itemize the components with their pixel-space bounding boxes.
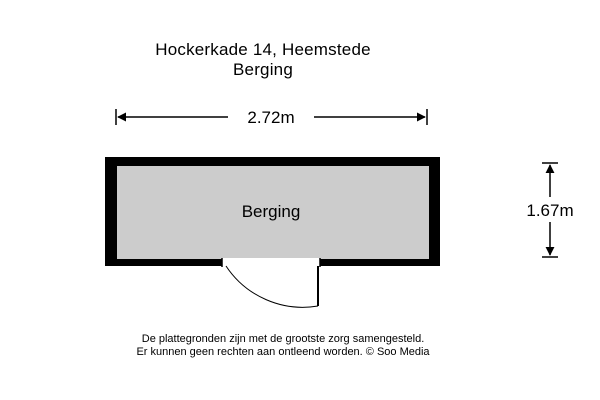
door (226, 266, 318, 307)
plan-address-title: Hockerkade 14, Heemstede (155, 40, 371, 59)
width-dimension-label: 2.72m (247, 108, 295, 127)
door-swing-arc (226, 266, 318, 307)
door-opening (222, 258, 320, 267)
width-dimension (116, 108, 427, 127)
room-berging (105, 157, 440, 267)
height-dimension-label: 1.67m (526, 201, 574, 220)
room-label: Berging (241, 202, 301, 221)
disclaimer-line-1: De plattegronden zijn met de grootste zorg samengesteld. (141, 333, 425, 345)
height-dimension (526, 163, 573, 257)
disclaimer-line-2: Er kunnen geen rechten aan ontleend worden. © Soo Media (136, 346, 430, 358)
plan-room-title: Berging (233, 60, 293, 79)
